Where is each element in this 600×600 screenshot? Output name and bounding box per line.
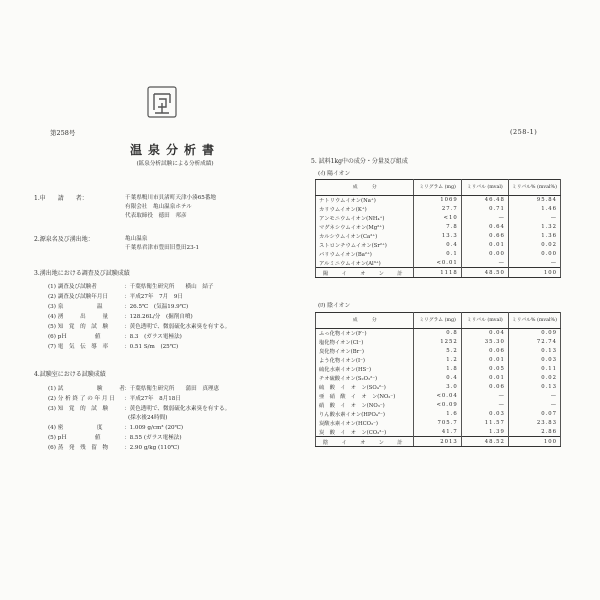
value-mval-percent: 2.86: [508, 428, 560, 437]
lab-row-date: (2) 分 析 終 了 の 年 月 日 ：平成27年 8月18日: [48, 396, 181, 402]
lab-row-residue: (6) 蒸 発 残 留 物 ：2.90 g/kg (110℃): [48, 445, 180, 451]
anion-row: [316, 374, 561, 383]
anion-total-label: 陰 イ オ ン 計: [316, 437, 414, 447]
anion-row: [316, 347, 561, 356]
cation-total-mval: 48.50: [461, 268, 508, 278]
value-mval: 0.01: [461, 241, 508, 250]
value-mval: 0.01: [461, 356, 508, 365]
value-mval-percent: 23.83: [508, 419, 560, 428]
field-row-flow: (4) 湧 出 量 ：128.26L/分 (掘削自噴): [48, 314, 193, 320]
lab-row-ph: (5) pＨ 値 ：8.55 (ガラス電極法): [48, 435, 182, 441]
cation-row: [316, 232, 561, 241]
value-mval-percent: 0.02: [508, 374, 560, 383]
anion-row: [316, 401, 561, 410]
component-name: 硝 酸 イ オ ン(NO₃⁻): [316, 401, 414, 410]
value-mval-percent: 95.84: [508, 196, 560, 205]
lab-row-perception: (3) 知 覚 的 試 験 ：黄色透明で、微弱硫化水素臭を有する。: [48, 406, 231, 412]
value-mg: 705.7: [414, 419, 461, 428]
value-mval: 0.01: [461, 374, 508, 383]
component-name: カルシウムイオン(Ca²⁺): [316, 232, 414, 241]
anion-subtitle: (ﾛ) 陰イオン: [318, 303, 351, 309]
value-mval-percent: —: [508, 259, 560, 268]
component-name: 臭化物イオン(Br⁻): [316, 347, 414, 356]
component-name: アルミニウムイオン(Al³⁺): [316, 259, 414, 268]
value-mval: 0.66: [461, 232, 508, 241]
value-mval: —: [461, 401, 508, 410]
value-mg: 7.8: [414, 223, 461, 232]
value-mval: 0.06: [461, 347, 508, 356]
value-mg: 1.2: [414, 356, 461, 365]
value-mval: —: [461, 392, 508, 401]
anion-total-mg: 2013: [414, 437, 461, 447]
component-name: 硫化水素イオン(HS⁻): [316, 365, 414, 374]
component-name: 亜 硝 酸 イ オ ン(NO₂⁻): [316, 392, 414, 401]
composition-heading: 5. 試料1kg中の成分・分量及び組成: [311, 158, 408, 165]
value-mg: 1.6: [414, 410, 461, 419]
value-mg: 0.4: [414, 374, 461, 383]
value-mval-percent: 0.02: [508, 241, 560, 250]
value-mval-percent: 0.03: [508, 356, 560, 365]
value-mg: <0.09: [414, 401, 461, 410]
page-number: (258-1): [510, 128, 538, 136]
lab-row-note: (採水後24時間): [128, 415, 168, 421]
value-mg: <10: [414, 214, 461, 223]
field-row-conductivity: (7) 電 気 伝 導 率 ：0.51 S/m (25℃): [48, 344, 179, 350]
applicant-address: 千葉県鴨川市貝渚町天津小湊65番地: [125, 195, 217, 201]
source-location: 千葉県君津市豊田旧豊田23-1: [125, 245, 200, 251]
section-applicant-title: 1.申 請 者：: [34, 195, 88, 202]
cation-row: [316, 214, 561, 223]
cation-subtitle: (ｲ) 陽イオン: [318, 171, 351, 177]
value-mval-percent: 0.00: [508, 250, 560, 259]
field-row-perception: (5) 知 覚 的 試 験 ：黄色透明で、微弱硫化水素臭を有する。: [48, 324, 231, 330]
field-row-examiner: (1) 調査及び試験者 ：千葉県衛生研究所 横山 結子: [48, 284, 214, 290]
value-mval: 0.00: [461, 250, 508, 259]
value-mg: 5.2: [414, 347, 461, 356]
cation-row: [316, 259, 561, 268]
anion-row: [316, 338, 561, 347]
value-mval-percent: 1.36: [508, 232, 560, 241]
section-lab-title: 4.試験室における試験成績: [34, 371, 106, 378]
document-title: 温泉分析書: [129, 143, 220, 157]
header-component: 成 分: [316, 313, 414, 329]
cation-total-row: [316, 268, 561, 278]
component-name: マグネシウムイオン(Mg²⁺): [316, 223, 414, 232]
value-mval: 11.57: [461, 419, 508, 428]
header-mg: ミリグラム (mg): [414, 313, 461, 329]
anion-total-mval-percent: 100: [508, 437, 560, 447]
anion-total-row: [316, 437, 561, 447]
component-name: アンモニウムイオン(NH₄⁺): [316, 214, 414, 223]
anion-row: [316, 419, 561, 428]
value-mval: 46.48: [461, 196, 508, 205]
value-mg: <0.01: [414, 259, 461, 268]
cation-total-mg: 1118: [414, 268, 461, 278]
field-row-temperature: (3) 泉 温 ：26.5℃ (気温19.9℃): [48, 304, 189, 310]
anion-row: [316, 365, 561, 374]
cation-row: [316, 223, 561, 232]
value-mg: 1069: [414, 196, 461, 205]
value-mval-percent: 0.07: [508, 410, 560, 419]
lab-row-examiner: (1) 試 験 者：千葉県衛生研究所 蒲田 真理恵: [48, 386, 220, 392]
seal-stamp-icon: [146, 85, 178, 119]
header-mg: ミリグラム (mg): [414, 180, 461, 196]
value-mval: 35.30: [461, 338, 508, 347]
cation-row: [316, 205, 561, 214]
anion-table: [315, 312, 561, 447]
lab-row-density: (4) 密 度 ：1.009 g/cm³ (20℃): [48, 425, 184, 431]
value-mval: 0.71: [461, 205, 508, 214]
value-mval-percent: —: [508, 392, 560, 401]
value-mval-percent: 0.13: [508, 383, 560, 392]
value-mg: 0.1: [414, 250, 461, 259]
value-mg: 27.7: [414, 205, 461, 214]
applicant-representative: 代表取締役 徳田 邦彦: [125, 213, 187, 219]
value-mg: 1.8: [414, 365, 461, 374]
component-name: 硫 酸 イ オ ン(SO₄²⁻): [316, 383, 414, 392]
component-name: ストロンチウムイオン(Sr²⁺): [316, 241, 414, 250]
document-subtitle: (鉱泉分析試験による分析成績): [136, 161, 214, 167]
anion-row: [316, 410, 561, 419]
cation-total-label: 陽 イ オ ン 計: [316, 268, 414, 278]
value-mval: —: [461, 214, 508, 223]
anion-table-header: [316, 313, 561, 329]
value-mval-percent: 0.11: [508, 365, 560, 374]
cation-table: [315, 179, 561, 278]
component-name: よう化物イオン(I⁻): [316, 356, 414, 365]
header-mval-percent: ミリバル% (mval%): [508, 180, 560, 196]
component-name: ふっ化物イオン(F⁻): [316, 329, 414, 338]
value-mval-percent: —: [508, 401, 560, 410]
section-field-title: 3.湧出地における調査及び試験成績: [34, 270, 130, 277]
source-name: 亀山温泉: [125, 236, 148, 242]
component-name: バリウムイオン(Ba²⁺): [316, 250, 414, 259]
header-component: 成 分: [316, 180, 414, 196]
value-mval: —: [461, 259, 508, 268]
cation-row: [316, 250, 561, 259]
cation-total-mval-percent: 100: [508, 268, 560, 278]
anion-row: [316, 356, 561, 365]
anion-row: [316, 428, 561, 437]
component-name: カリウムイオン(K⁺): [316, 205, 414, 214]
value-mg: 0.8: [414, 329, 461, 338]
value-mg: 0.4: [414, 241, 461, 250]
field-row-date: (2) 調査及び試験年月日 ：平成27年 7月 9日: [48, 294, 183, 300]
value-mval: 0.04: [461, 329, 508, 338]
value-mval: 0.06: [461, 383, 508, 392]
header-mval-percent: ミリバル% (mval%): [508, 313, 560, 329]
component-name: りん酸水素イオン(HPO₄²⁻): [316, 410, 414, 419]
applicant-company: 有限会社 亀山温泉ホテル: [125, 204, 192, 210]
value-mval: 0.64: [461, 223, 508, 232]
component-name: 炭 酸 イ オ ン(CO₃²⁻): [316, 428, 414, 437]
header-mval: ミリバル (mval): [461, 313, 508, 329]
value-mg: 41.7: [414, 428, 461, 437]
value-mval-percent: 1.32: [508, 223, 560, 232]
field-row-ph: (6) pＨ 値 ：8.3 (ガラス電極法): [48, 334, 182, 340]
document-number: 第258号: [50, 129, 76, 137]
value-mval: 0.03: [461, 410, 508, 419]
component-name: チオ硫酸イオン(S₂O₃²⁻): [316, 374, 414, 383]
anion-row: [316, 383, 561, 392]
component-name: 炭酸水素イオン(HCO₃⁻): [316, 419, 414, 428]
value-mval-percent: 1.46: [508, 205, 560, 214]
anion-total-mval: 48.52: [461, 437, 508, 447]
value-mg: <0.04: [414, 392, 461, 401]
value-mg: 1252: [414, 338, 461, 347]
value-mval-percent: —: [508, 214, 560, 223]
value-mval-percent: 72.74: [508, 338, 560, 347]
value-mval: 1.39: [461, 428, 508, 437]
header-mval: ミリバル (mval): [461, 180, 508, 196]
section-source-title: 2.源泉名及び湧出地：: [34, 236, 94, 243]
value-mval: 0.05: [461, 365, 508, 374]
value-mg: 13.3: [414, 232, 461, 241]
value-mval-percent: 0.13: [508, 347, 560, 356]
component-name: ナトリウムイオン(Na⁺): [316, 196, 414, 205]
value-mval-percent: 0.09: [508, 329, 560, 338]
cation-row: [316, 196, 561, 205]
cation-table-header: [316, 180, 561, 196]
cation-row: [316, 241, 561, 250]
anion-row: [316, 392, 561, 401]
anion-row: [316, 329, 561, 338]
component-name: 塩化物イオン(Cl⁻): [316, 338, 414, 347]
value-mg: 3.0: [414, 383, 461, 392]
